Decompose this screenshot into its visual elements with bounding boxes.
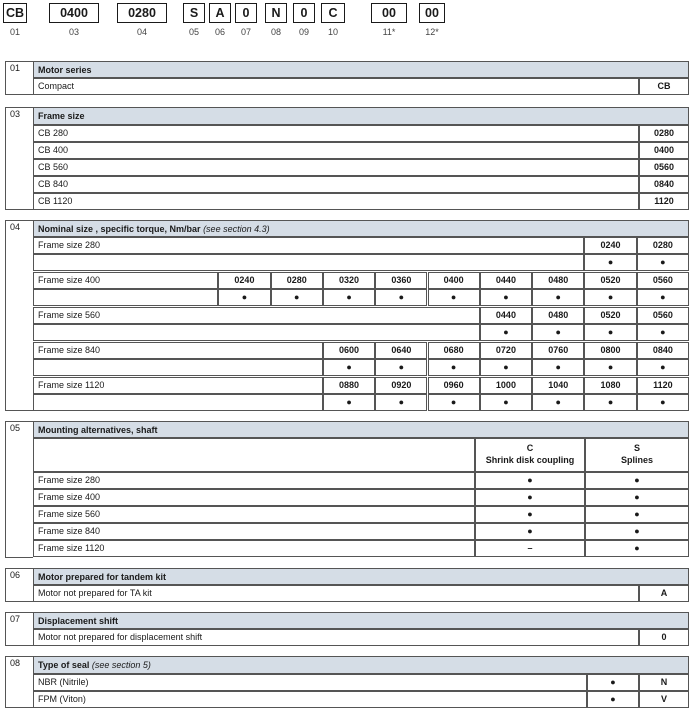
nominal-size-code: 0280: [637, 237, 689, 254]
nominal-size-code: 0720: [480, 342, 532, 359]
nominal-dot-spacer: [33, 394, 323, 411]
code-num: 04: [136, 27, 147, 37]
code-box-frame-size: 0400: [49, 3, 99, 23]
nominal-size-code: 0440: [480, 307, 532, 324]
availability-dot: ●: [428, 289, 480, 306]
mounting-row-label: Frame size 280: [33, 472, 475, 489]
nominal-size-code: 0360: [375, 272, 427, 289]
nominal-size-code: 0560: [637, 272, 689, 289]
nominal-size-code: 0520: [584, 307, 636, 324]
code-num: 08: [270, 27, 281, 37]
row-code: CB: [639, 78, 689, 95]
code-box-nominal-size: 0280: [117, 3, 167, 23]
col-name-c: Shrink disk coupling: [485, 455, 575, 465]
mounting-c-mark: –: [475, 540, 585, 557]
col-code-c: C: [526, 443, 534, 453]
col-header-s: [585, 438, 689, 472]
code-box-12: 00: [419, 3, 445, 23]
code-box-seal: N: [265, 3, 287, 23]
availability-dot: ●: [375, 359, 427, 376]
section-number: 05: [5, 421, 33, 558]
frame-size-code: 1120: [639, 193, 689, 210]
code-num: 09: [298, 27, 309, 37]
nominal-size-code: 0680: [428, 342, 480, 359]
frame-size-code: 0560: [639, 159, 689, 176]
frame-size-code: 0840: [639, 176, 689, 193]
nominal-size-code: 1080: [584, 377, 636, 394]
availability-dot: ●: [218, 289, 270, 306]
availability-dot: ●: [532, 289, 584, 306]
nominal-group-label: Frame size 1120: [33, 377, 323, 394]
nominal-size-code: 0760: [532, 342, 584, 359]
nominal-size-code: 0480: [532, 272, 584, 289]
nominal-dot-spacer: [33, 359, 323, 376]
nominal-size-code: 0960: [428, 377, 480, 394]
section-note: (see section 4.3): [203, 224, 270, 234]
code-num: 07: [240, 27, 251, 37]
nominal-group-label: Frame size 400: [33, 272, 218, 289]
seal-label: NBR (Nitrile): [33, 674, 587, 691]
availability-dot: ●: [480, 324, 532, 341]
frame-size-code: 0400: [639, 142, 689, 159]
nominal-size-code: 0640: [375, 342, 427, 359]
mounting-row-label: Frame size 400: [33, 489, 475, 506]
code-num: 11*: [382, 27, 396, 37]
frame-size-label: CB 840: [33, 176, 639, 193]
nominal-size-code: 0240: [584, 237, 636, 254]
availability-dot: ●: [532, 394, 584, 411]
nominal-group-label: Frame size 560: [33, 307, 480, 324]
section-number: 06: [5, 568, 33, 602]
nominal-size-code: 1000: [480, 377, 532, 394]
availability-dot: ●: [428, 394, 480, 411]
nominal-size-code: 0560: [637, 307, 689, 324]
row-code: 0: [639, 629, 689, 646]
mounting-c-mark: ●: [475, 489, 585, 506]
frame-size-label: CB 560: [33, 159, 639, 176]
nominal-size-code: 0320: [323, 272, 375, 289]
code-box-mounting: S: [183, 3, 205, 23]
mounting-c-mark: ●: [475, 523, 585, 540]
code-box-11: 00: [371, 3, 407, 23]
nominal-size-code: 0800: [584, 342, 636, 359]
availability-dot: ●: [323, 394, 375, 411]
availability-dot: ●: [532, 359, 584, 376]
nominal-size-code: 0240: [218, 272, 270, 289]
section-number: 08: [5, 656, 33, 708]
seal-code: N: [639, 674, 689, 691]
nominal-size-code: 1120: [637, 377, 689, 394]
section-number: 01: [5, 61, 33, 95]
section-title: Motor prepared for tandem kit: [33, 568, 689, 585]
code-box-09: 0: [293, 3, 315, 23]
section-title-text: Type of seal: [38, 660, 90, 670]
nominal-dot-spacer: [33, 254, 584, 271]
availability-dot: ●: [584, 359, 636, 376]
nominal-size-code: 0920: [375, 377, 427, 394]
availability-dot: ●: [375, 394, 427, 411]
mounting-row-label: Frame size 1120: [33, 540, 475, 557]
availability-dot: ●: [480, 359, 532, 376]
col-name-s: Splines: [620, 455, 653, 465]
frame-size-label: CB 400: [33, 142, 639, 159]
availability-dot: ●: [584, 394, 636, 411]
mounting-s-mark: ●: [585, 540, 689, 557]
nominal-dot-spacer: [33, 289, 218, 306]
code-box-shift: 0: [235, 3, 257, 23]
frame-size-label: CB 280: [33, 125, 639, 142]
frame-size-code: 0280: [639, 125, 689, 142]
nominal-size-code: 0440: [480, 272, 532, 289]
nominal-size-code: 0880: [323, 377, 375, 394]
availability-dot: ●: [323, 289, 375, 306]
section-title: [33, 656, 689, 674]
row-code: A: [639, 585, 689, 602]
mounting-row-label: Frame size 560: [33, 506, 475, 523]
availability-dot: ●: [480, 289, 532, 306]
section-number: 03: [5, 107, 33, 210]
availability-dot: ●: [428, 359, 480, 376]
col-header-c: [475, 438, 585, 472]
nominal-size-code: 0280: [271, 272, 323, 289]
section-number: 04: [5, 220, 33, 411]
mounting-c-mark: ●: [475, 506, 585, 523]
nominal-size-code: 0600: [323, 342, 375, 359]
mounting-s-mark: ●: [585, 489, 689, 506]
nominal-group-label: Frame size 280: [33, 237, 584, 254]
availability-dot: ●: [271, 289, 323, 306]
section-note: (see section 5): [91, 660, 151, 670]
availability-dot: ●: [584, 289, 636, 306]
mounting-c-mark: ●: [475, 472, 585, 489]
section-title: Mounting alternatives, shaft: [33, 421, 689, 438]
availability-dot: ●: [637, 359, 689, 376]
nominal-size-code: 0480: [532, 307, 584, 324]
section-title: Displacement shift: [33, 612, 689, 629]
nominal-size-code: 1040: [532, 377, 584, 394]
availability-dot: ●: [375, 289, 427, 306]
section-title: [33, 220, 689, 237]
mounting-s-mark: ●: [585, 472, 689, 489]
row-label: Motor not prepared for displacement shift: [33, 629, 639, 646]
availability-dot: ●: [637, 289, 689, 306]
frame-size-label: CB 1120: [33, 193, 639, 210]
mounting-s-mark: ●: [585, 523, 689, 540]
availability-dot: ●: [532, 324, 584, 341]
availability-dot: ●: [480, 394, 532, 411]
nominal-group-label: Frame size 840: [33, 342, 323, 359]
availability-dot: ●: [323, 359, 375, 376]
code-box-tandem: A: [209, 3, 231, 23]
row-label: Motor not prepared for TA kit: [33, 585, 639, 602]
section-title-text: Nominal size , specific torque, Nm/bar: [38, 224, 201, 234]
nominal-size-code: 0520: [584, 272, 636, 289]
seal-dot: ●: [587, 674, 639, 691]
section-title: Frame size: [33, 107, 689, 125]
header-spacer: [33, 438, 475, 472]
section-title: Motor series: [33, 61, 689, 78]
nominal-dot-spacer: [33, 324, 480, 341]
mounting-row-label: Frame size 840: [33, 523, 475, 540]
row-label: Compact: [33, 78, 639, 95]
availability-dot: ●: [637, 394, 689, 411]
code-num: 05: [188, 27, 199, 37]
code-num: 10: [327, 27, 338, 37]
code-num: 03: [68, 27, 79, 37]
col-code-s: S: [633, 443, 640, 453]
seal-dot: ●: [587, 691, 639, 708]
seal-code: V: [639, 691, 689, 708]
code-box-10: C: [321, 3, 345, 23]
availability-dot: ●: [584, 324, 636, 341]
code-num: 12*: [425, 27, 439, 37]
nominal-size-code: 0840: [637, 342, 689, 359]
mounting-s-mark: ●: [585, 506, 689, 523]
availability-dot: ●: [637, 324, 689, 341]
code-box-motor-series: CB: [3, 3, 27, 23]
section-number: 07: [5, 612, 33, 646]
availability-dot: ●: [637, 254, 689, 271]
nominal-size-code: 0400: [428, 272, 480, 289]
code-num: 06: [214, 27, 225, 37]
availability-dot: ●: [584, 254, 636, 271]
code-num: 01: [9, 27, 20, 37]
seal-label: FPM (Viton): [33, 691, 587, 708]
